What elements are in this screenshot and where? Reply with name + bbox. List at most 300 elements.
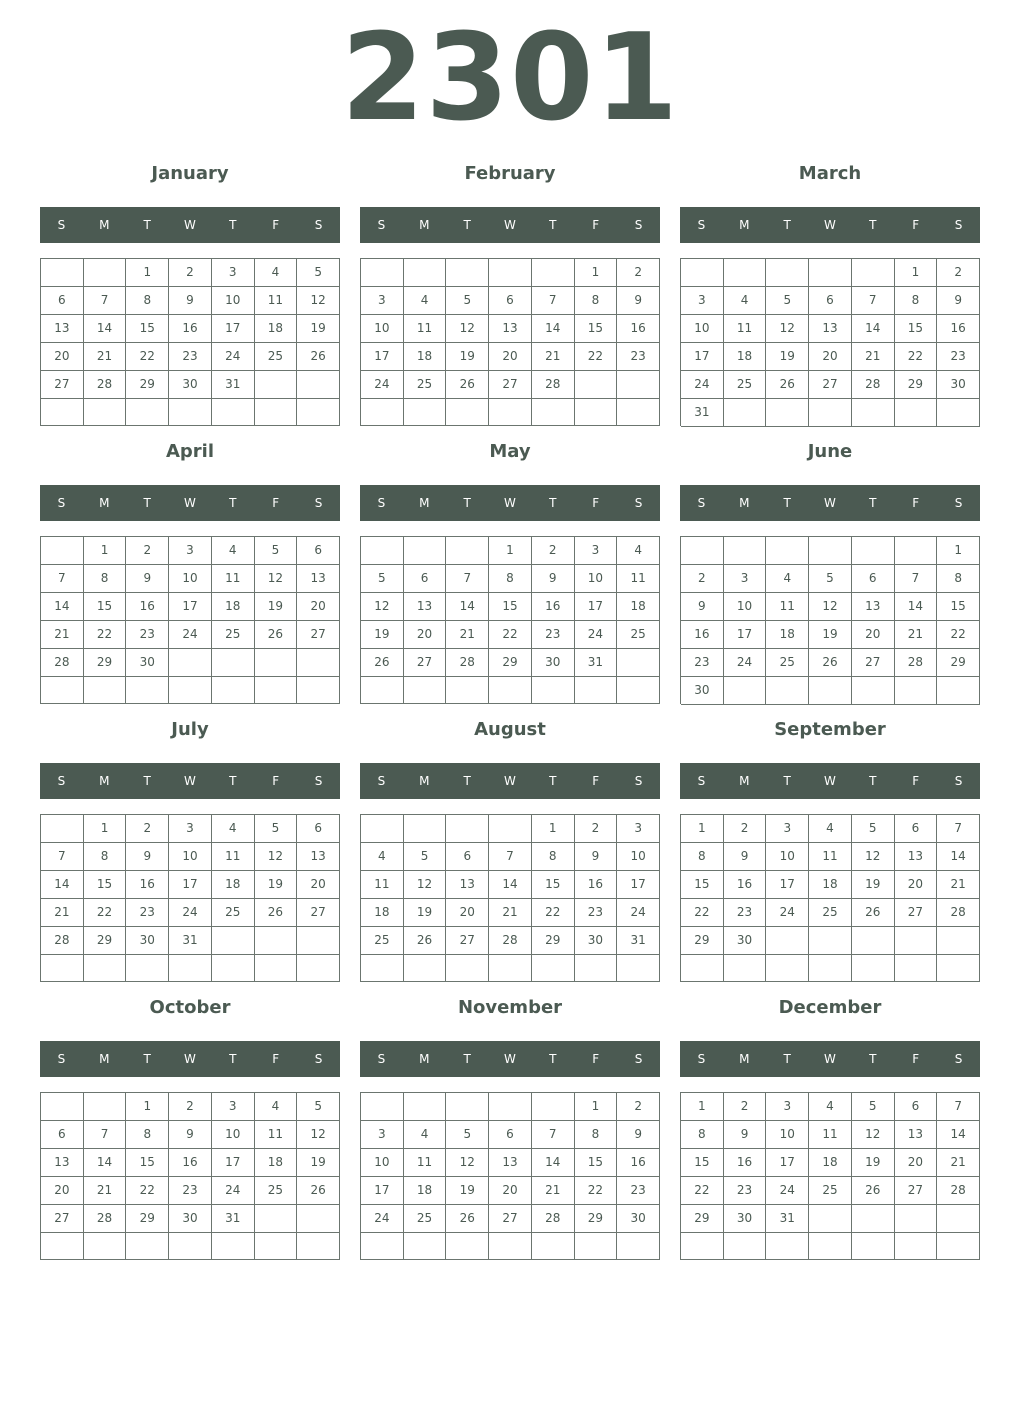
- day-cell: 15: [575, 1149, 618, 1177]
- empty-cell: [575, 677, 618, 704]
- day-cell: 6: [404, 565, 447, 593]
- weekday-label: W: [824, 774, 836, 788]
- day-cell: 3: [766, 815, 809, 843]
- day-cell: 16: [532, 593, 575, 621]
- weekday-header: [360, 207, 660, 243]
- day-cell: 7: [895, 565, 938, 593]
- day-cell: 30: [724, 1205, 767, 1233]
- day-cell: 31: [617, 927, 660, 955]
- day-cell: 28: [446, 649, 489, 677]
- day-cell: 17: [724, 621, 767, 649]
- day-cell: 28: [41, 927, 84, 955]
- empty-cell: [532, 1233, 575, 1260]
- empty-cell: [169, 649, 212, 677]
- empty-cell: [255, 677, 298, 704]
- day-cell: 11: [255, 287, 298, 315]
- weekday-header: [360, 1041, 660, 1077]
- empty-cell: [212, 955, 255, 982]
- weekday-label: T: [783, 1052, 791, 1066]
- day-cell: 8: [681, 1121, 724, 1149]
- weekday-label: T: [229, 218, 237, 232]
- day-cell: 30: [169, 1205, 212, 1233]
- weekday-label: M: [739, 774, 750, 788]
- empty-cell: [766, 537, 809, 565]
- empty-cell: [937, 927, 980, 955]
- day-cell: 27: [895, 1177, 938, 1205]
- empty-cell: [489, 259, 532, 287]
- empty-cell: [255, 1233, 298, 1260]
- day-cell: 30: [617, 1205, 660, 1233]
- day-cell: 20: [41, 343, 84, 371]
- weekday-label: M: [739, 496, 750, 510]
- day-cell: 12: [361, 593, 404, 621]
- day-cell: 10: [169, 843, 212, 871]
- day-cell: 16: [575, 871, 618, 899]
- day-cell: 29: [84, 649, 127, 677]
- day-cell: 14: [532, 1149, 575, 1177]
- empty-cell: [852, 537, 895, 565]
- day-cell: 13: [41, 315, 84, 343]
- weekday-label: F: [272, 496, 280, 510]
- day-cell: 9: [532, 565, 575, 593]
- weekday-header: [40, 207, 340, 243]
- day-cell: 4: [809, 815, 852, 843]
- day-cell: 23: [575, 899, 618, 927]
- day-cell: 24: [212, 1177, 255, 1205]
- weekday-label: M: [739, 1052, 750, 1066]
- empty-cell: [489, 677, 532, 704]
- weekday-header: [40, 763, 340, 799]
- empty-cell: [84, 1093, 127, 1121]
- day-grid: [680, 258, 980, 426]
- day-cell: 25: [404, 371, 447, 399]
- day-cell: 1: [126, 1093, 169, 1121]
- day-cell: 14: [489, 871, 532, 899]
- day-cell: 18: [809, 1149, 852, 1177]
- empty-cell: [255, 927, 298, 955]
- day-cell: 26: [255, 621, 298, 649]
- weekday-label: S: [697, 1052, 706, 1066]
- day-cell: 2: [169, 1093, 212, 1121]
- empty-cell: [489, 399, 532, 426]
- day-cell: 20: [852, 621, 895, 649]
- day-cell: 3: [766, 1093, 809, 1121]
- day-cell: 22: [895, 343, 938, 371]
- month-name: March: [798, 163, 862, 184]
- empty-cell: [446, 399, 489, 426]
- day-cell: 15: [126, 1149, 169, 1177]
- weekday-header: [680, 1041, 980, 1077]
- weekday-label: S: [954, 496, 963, 510]
- day-cell: 18: [212, 593, 255, 621]
- empty-cell: [41, 1093, 84, 1121]
- day-cell: 6: [809, 287, 852, 315]
- month-name: June: [807, 441, 853, 462]
- weekday-label: F: [912, 496, 920, 510]
- empty-cell: [724, 537, 767, 565]
- day-cell: 5: [766, 287, 809, 315]
- empty-cell: [766, 1233, 809, 1260]
- day-cell: 30: [575, 927, 618, 955]
- day-cell: 24: [575, 621, 618, 649]
- day-cell: 11: [361, 871, 404, 899]
- month-name: January: [151, 163, 229, 184]
- empty-cell: [297, 927, 340, 955]
- empty-cell: [809, 927, 852, 955]
- day-cell: 5: [446, 287, 489, 315]
- day-cell: 2: [532, 537, 575, 565]
- day-cell: 26: [446, 1205, 489, 1233]
- day-cell: 2: [169, 259, 212, 287]
- day-cell: 15: [532, 871, 575, 899]
- day-cell: 10: [361, 315, 404, 343]
- day-cell: 9: [169, 287, 212, 315]
- weekday-label: T: [783, 496, 791, 510]
- empty-cell: [212, 927, 255, 955]
- day-cell: 9: [937, 287, 980, 315]
- day-cell: 4: [809, 1093, 852, 1121]
- day-cell: 5: [297, 259, 340, 287]
- day-cell: 15: [489, 593, 532, 621]
- day-cell: 21: [446, 621, 489, 649]
- day-cell: 6: [41, 1121, 84, 1149]
- day-cell: 14: [895, 593, 938, 621]
- empty-cell: [404, 815, 447, 843]
- weekday-label: T: [549, 1052, 557, 1066]
- day-cell: 22: [84, 899, 127, 927]
- day-cell: 18: [404, 1177, 447, 1205]
- day-cell: 28: [532, 1205, 575, 1233]
- month-november: [360, 992, 660, 1260]
- weekday-label: F: [912, 1052, 920, 1066]
- day-cell: 1: [84, 815, 127, 843]
- day-cell: 7: [41, 565, 84, 593]
- weekday-label: M: [739, 218, 750, 232]
- empty-cell: [895, 955, 938, 982]
- day-cell: 31: [681, 399, 724, 427]
- day-cell: 11: [404, 315, 447, 343]
- day-cell: 1: [532, 815, 575, 843]
- day-cell: 13: [489, 315, 532, 343]
- empty-cell: [361, 399, 404, 426]
- empty-cell: [895, 927, 938, 955]
- day-cell: 2: [724, 1093, 767, 1121]
- day-cell: 25: [212, 621, 255, 649]
- empty-cell: [361, 1233, 404, 1260]
- day-cell: 30: [724, 927, 767, 955]
- day-cell: 29: [489, 649, 532, 677]
- weekday-label: W: [824, 218, 836, 232]
- day-cell: 8: [489, 565, 532, 593]
- day-cell: 14: [84, 315, 127, 343]
- day-cell: 22: [126, 1177, 169, 1205]
- day-cell: 13: [809, 315, 852, 343]
- weekday-label: S: [314, 774, 323, 788]
- day-cell: 16: [617, 1149, 660, 1177]
- day-cell: 26: [404, 927, 447, 955]
- month-march: [680, 158, 980, 426]
- day-cell: 16: [169, 315, 212, 343]
- weekday-label: M: [99, 218, 110, 232]
- day-cell: 19: [255, 593, 298, 621]
- day-cell: 24: [169, 899, 212, 927]
- day-cell: 22: [575, 343, 618, 371]
- day-cell: 2: [617, 259, 660, 287]
- day-cell: 12: [766, 315, 809, 343]
- empty-cell: [766, 927, 809, 955]
- weekday-label: T: [143, 218, 151, 232]
- weekday-label: M: [419, 774, 430, 788]
- empty-cell: [84, 1233, 127, 1260]
- month-july: [40, 714, 340, 982]
- day-cell: 19: [404, 899, 447, 927]
- weekday-header: [680, 207, 980, 243]
- month-august: [360, 714, 660, 982]
- day-cell: 8: [895, 287, 938, 315]
- day-cell: 5: [852, 1093, 895, 1121]
- empty-cell: [255, 371, 298, 399]
- empty-cell: [617, 1233, 660, 1260]
- empty-cell: [489, 1233, 532, 1260]
- empty-cell: [617, 955, 660, 982]
- day-grid: [40, 1092, 340, 1260]
- day-cell: 31: [169, 927, 212, 955]
- weekday-label: T: [229, 774, 237, 788]
- day-cell: 20: [404, 621, 447, 649]
- day-cell: 8: [84, 565, 127, 593]
- day-cell: 21: [84, 1177, 127, 1205]
- day-cell: 14: [937, 843, 980, 871]
- day-cell: 17: [169, 871, 212, 899]
- day-cell: 13: [895, 1121, 938, 1149]
- day-cell: 19: [852, 871, 895, 899]
- weekday-label: F: [592, 1052, 600, 1066]
- day-cell: 12: [297, 287, 340, 315]
- day-cell: 8: [84, 843, 127, 871]
- day-cell: 27: [852, 649, 895, 677]
- day-cell: 16: [617, 315, 660, 343]
- empty-cell: [681, 537, 724, 565]
- day-cell: 10: [766, 843, 809, 871]
- empty-cell: [489, 815, 532, 843]
- day-cell: 18: [212, 871, 255, 899]
- day-cell: 22: [681, 1177, 724, 1205]
- empty-cell: [297, 371, 340, 399]
- day-cell: 4: [404, 287, 447, 315]
- day-cell: 15: [681, 871, 724, 899]
- day-cell: 20: [489, 343, 532, 371]
- day-cell: 20: [297, 593, 340, 621]
- month-may: [360, 436, 660, 704]
- weekday-label: M: [99, 496, 110, 510]
- empty-cell: [255, 1205, 298, 1233]
- weekday-label: S: [634, 774, 643, 788]
- day-cell: 28: [84, 1205, 127, 1233]
- empty-cell: [809, 259, 852, 287]
- day-cell: 4: [404, 1121, 447, 1149]
- weekday-label: T: [143, 1052, 151, 1066]
- day-cell: 18: [361, 899, 404, 927]
- day-cell: 10: [617, 843, 660, 871]
- weekday-label: F: [912, 218, 920, 232]
- day-cell: 14: [446, 593, 489, 621]
- empty-cell: [937, 955, 980, 982]
- empty-cell: [766, 677, 809, 705]
- empty-cell: [404, 955, 447, 982]
- day-cell: 6: [852, 565, 895, 593]
- empty-cell: [852, 927, 895, 955]
- day-cell: 13: [852, 593, 895, 621]
- weekday-label: S: [634, 1052, 643, 1066]
- day-cell: 29: [84, 927, 127, 955]
- day-cell: 27: [297, 899, 340, 927]
- empty-cell: [446, 1233, 489, 1260]
- day-cell: 19: [255, 871, 298, 899]
- empty-cell: [404, 537, 447, 565]
- day-cell: 23: [169, 1177, 212, 1205]
- day-cell: 25: [404, 1205, 447, 1233]
- day-cell: 17: [617, 871, 660, 899]
- empty-cell: [809, 1205, 852, 1233]
- day-cell: 17: [766, 1149, 809, 1177]
- day-cell: 21: [937, 871, 980, 899]
- day-grid: [40, 536, 340, 704]
- empty-cell: [361, 677, 404, 704]
- day-cell: 31: [212, 371, 255, 399]
- day-cell: 24: [766, 899, 809, 927]
- day-cell: 30: [169, 371, 212, 399]
- day-cell: 26: [809, 649, 852, 677]
- day-cell: 1: [489, 537, 532, 565]
- empty-cell: [724, 677, 767, 705]
- day-cell: 16: [724, 1149, 767, 1177]
- day-cell: 29: [126, 371, 169, 399]
- month-june: [680, 436, 980, 704]
- day-cell: 15: [681, 1149, 724, 1177]
- empty-cell: [809, 399, 852, 427]
- weekday-label: M: [419, 218, 430, 232]
- empty-cell: [446, 537, 489, 565]
- day-cell: 25: [617, 621, 660, 649]
- day-cell: 6: [895, 815, 938, 843]
- day-cell: 8: [937, 565, 980, 593]
- day-cell: 22: [575, 1177, 618, 1205]
- day-cell: 6: [297, 815, 340, 843]
- day-cell: 27: [446, 927, 489, 955]
- weekday-label: T: [783, 774, 791, 788]
- day-cell: 19: [766, 343, 809, 371]
- day-cell: 8: [126, 287, 169, 315]
- day-cell: 7: [84, 287, 127, 315]
- day-grid: [680, 1092, 980, 1260]
- day-cell: 16: [169, 1149, 212, 1177]
- day-cell: 19: [852, 1149, 895, 1177]
- empty-cell: [575, 1233, 618, 1260]
- day-cell: 17: [361, 1177, 404, 1205]
- day-cell: 10: [681, 315, 724, 343]
- day-cell: 14: [532, 315, 575, 343]
- weekday-header: [680, 763, 980, 799]
- day-cell: 21: [41, 899, 84, 927]
- day-cell: 9: [681, 593, 724, 621]
- month-name: December: [778, 997, 882, 1018]
- day-cell: 29: [895, 371, 938, 399]
- month-name: August: [474, 719, 546, 740]
- empty-cell: [809, 955, 852, 982]
- empty-cell: [361, 537, 404, 565]
- day-cell: 11: [617, 565, 660, 593]
- day-cell: 26: [361, 649, 404, 677]
- empty-cell: [446, 1093, 489, 1121]
- day-cell: 31: [212, 1205, 255, 1233]
- day-cell: 13: [297, 565, 340, 593]
- empty-cell: [809, 537, 852, 565]
- day-cell: 27: [297, 621, 340, 649]
- day-cell: 3: [724, 565, 767, 593]
- day-cell: 10: [575, 565, 618, 593]
- empty-cell: [126, 955, 169, 982]
- day-cell: 24: [724, 649, 767, 677]
- day-cell: 3: [361, 1121, 404, 1149]
- weekday-label: W: [504, 218, 516, 232]
- month-name: November: [457, 997, 563, 1018]
- empty-cell: [852, 955, 895, 982]
- day-cell: 12: [297, 1121, 340, 1149]
- weekday-label: S: [314, 218, 323, 232]
- day-cell: 26: [852, 899, 895, 927]
- day-cell: 4: [255, 1093, 298, 1121]
- day-grid: [360, 814, 660, 982]
- day-cell: 8: [681, 843, 724, 871]
- day-cell: 28: [937, 1177, 980, 1205]
- day-cell: 12: [446, 1149, 489, 1177]
- empty-cell: [41, 815, 84, 843]
- day-cell: 21: [532, 343, 575, 371]
- empty-cell: [489, 955, 532, 982]
- day-cell: 12: [255, 843, 298, 871]
- month-september: [680, 714, 980, 982]
- empty-cell: [766, 955, 809, 982]
- day-cell: 18: [809, 871, 852, 899]
- day-cell: 6: [895, 1093, 938, 1121]
- weekday-label: W: [824, 496, 836, 510]
- day-cell: 28: [41, 649, 84, 677]
- month-december: [680, 992, 980, 1260]
- month-name: May: [489, 441, 531, 462]
- weekday-label: S: [377, 774, 386, 788]
- day-cell: 30: [126, 649, 169, 677]
- weekday-label: M: [419, 496, 430, 510]
- day-cell: 19: [361, 621, 404, 649]
- day-cell: 13: [404, 593, 447, 621]
- day-cell: 20: [446, 899, 489, 927]
- weekday-label: M: [99, 1052, 110, 1066]
- day-cell: 23: [617, 343, 660, 371]
- weekday-label: W: [184, 218, 196, 232]
- day-cell: 24: [169, 621, 212, 649]
- weekday-label: W: [824, 1052, 836, 1066]
- day-cell: 11: [724, 315, 767, 343]
- empty-cell: [532, 677, 575, 704]
- empty-cell: [532, 399, 575, 426]
- day-cell: 17: [212, 1149, 255, 1177]
- empty-cell: [404, 1093, 447, 1121]
- empty-cell: [212, 677, 255, 704]
- day-cell: 6: [489, 287, 532, 315]
- empty-cell: [41, 1233, 84, 1260]
- weekday-label: S: [697, 774, 706, 788]
- day-cell: 3: [617, 815, 660, 843]
